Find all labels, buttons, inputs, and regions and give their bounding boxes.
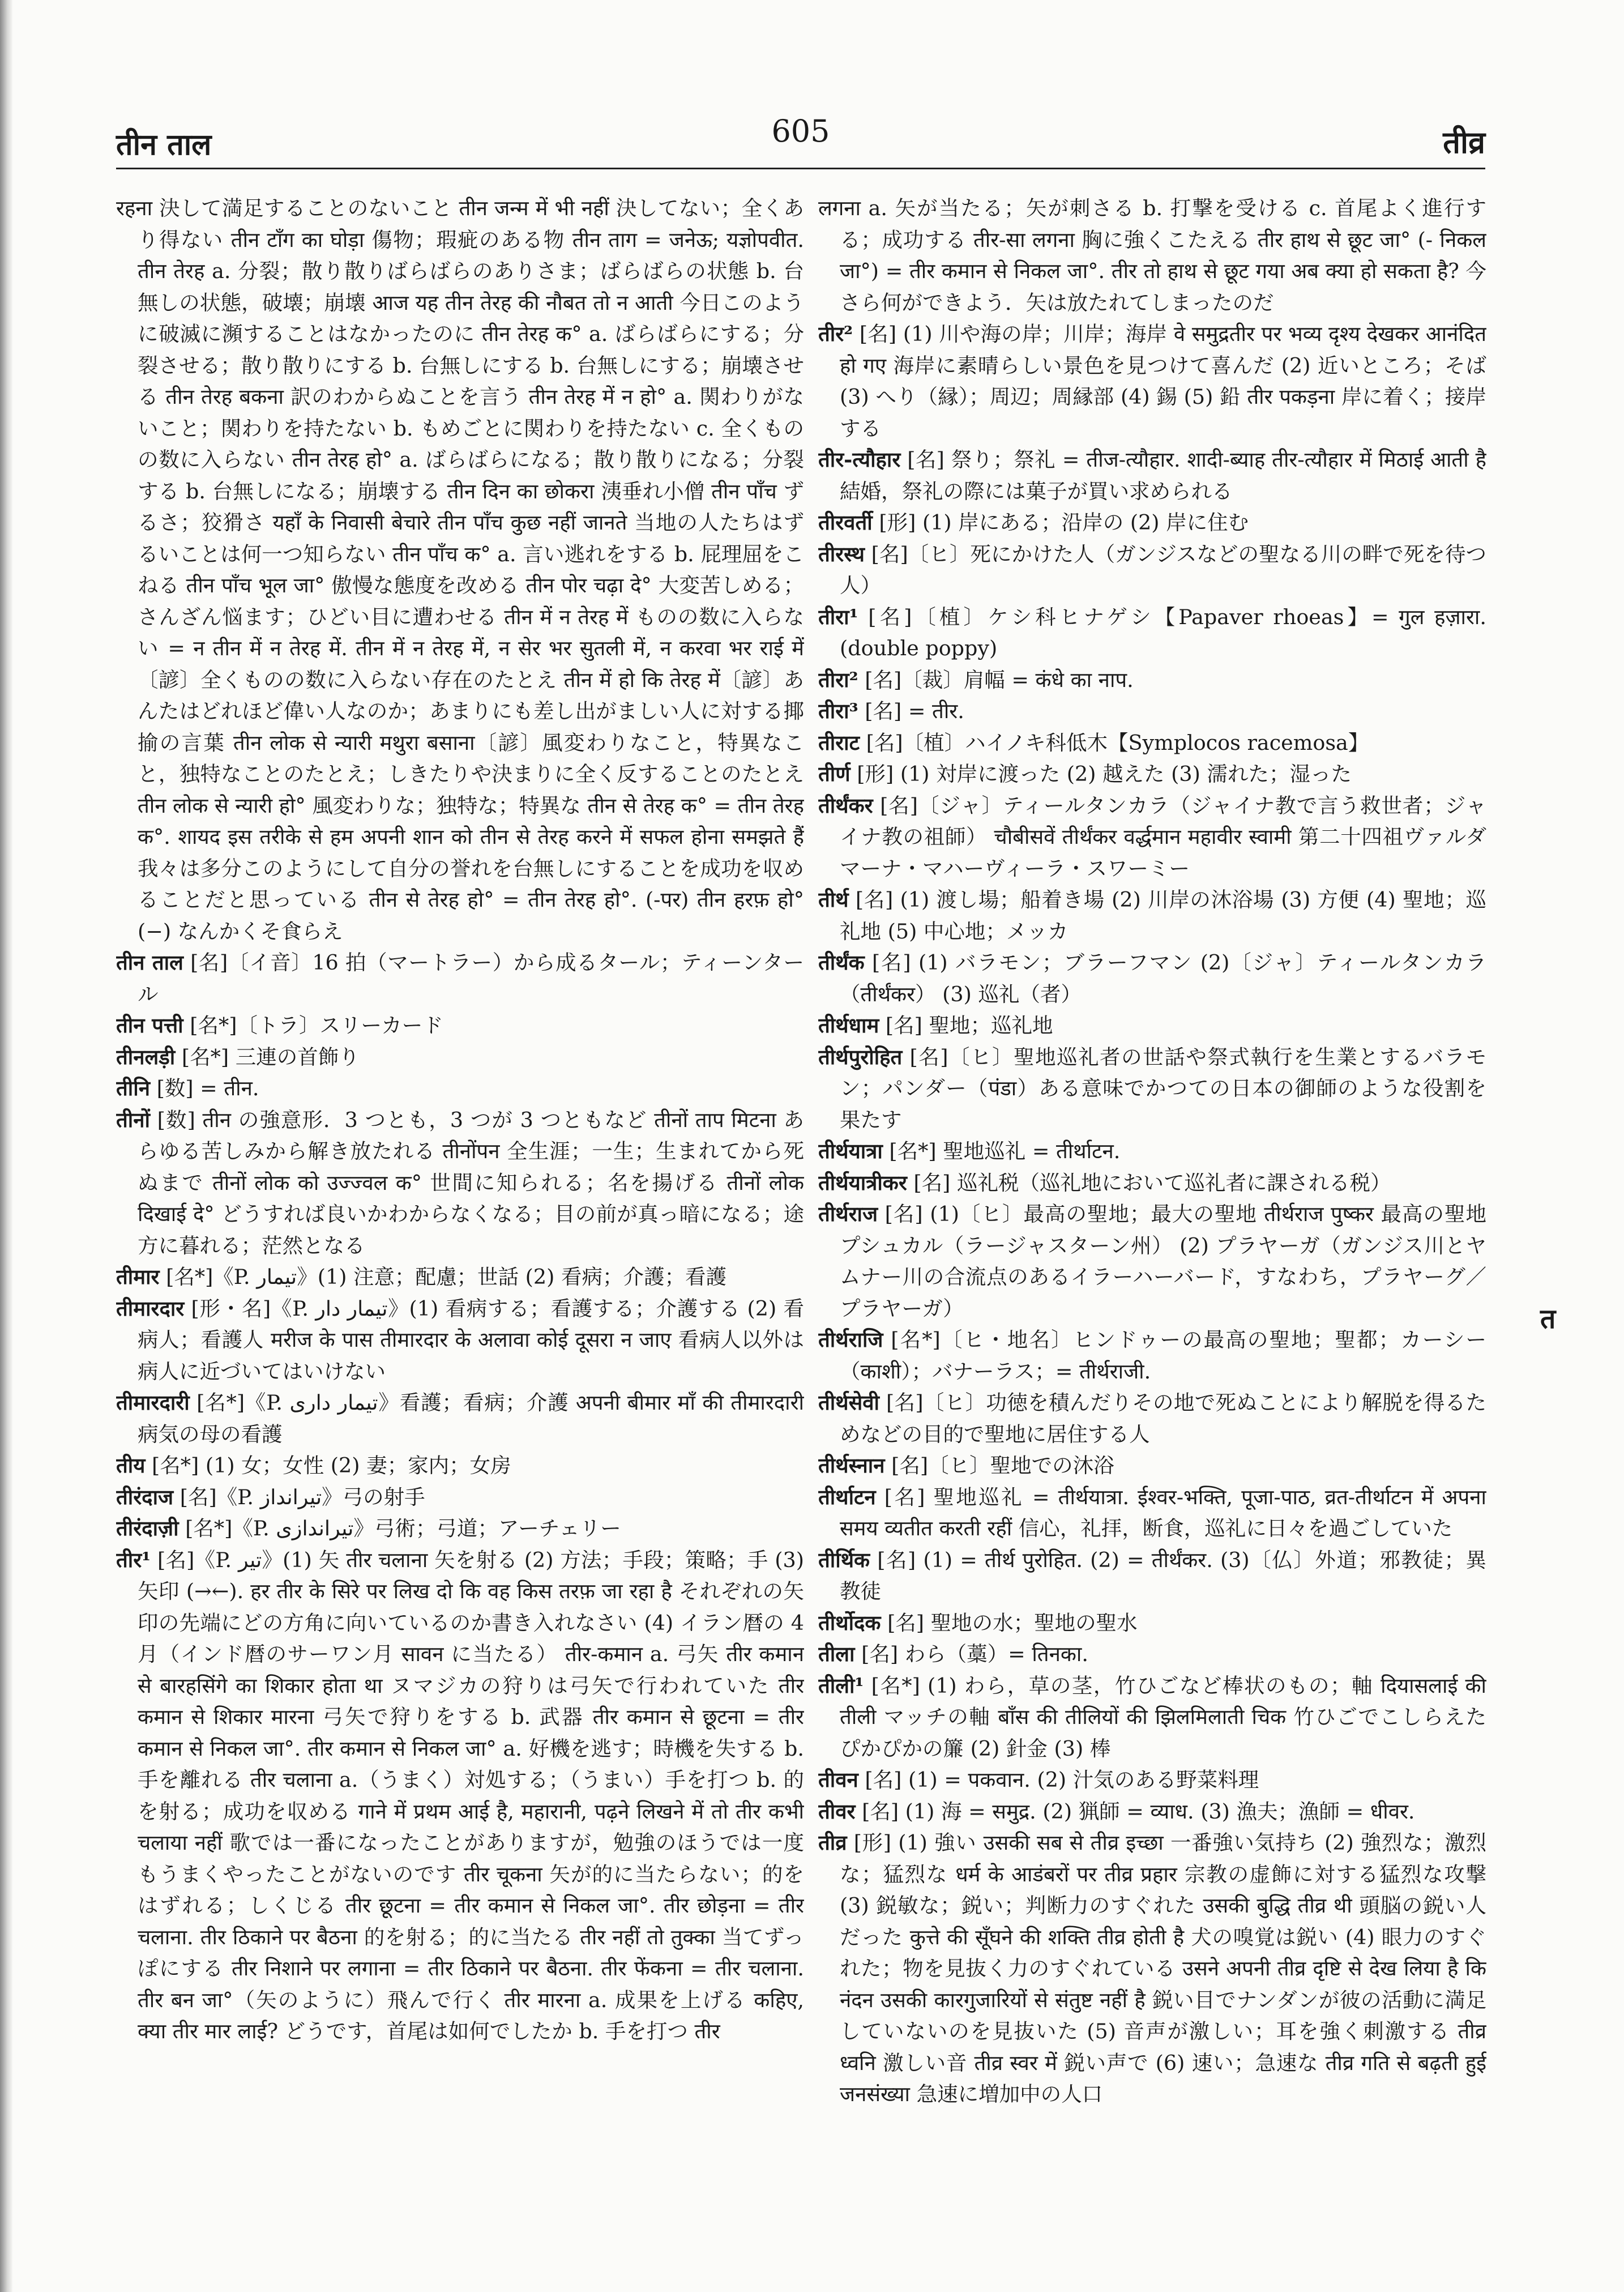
entry-definition: [形] (1) 強い उसकी सब से तीव्र इच्छा 一番強い気持ち (2) 強烈な；激烈な；猛烈な धर्म के आडंबरों पर तीव्र प्रहार 宗教の虚飾に対する猛烈な攻撃 (3) 鋭敏な；鋭い；判断力のすぐれた उसकी बुद्धि तीव्र थी 頭脳の鋭い人だった कुत्ते की सूँघने की शक्ति तीव्र होती है 犬の嗅覚は鋭い (4) 眼力のすぐれた；物を見抜く力のすぐれている उसने अपनी तीव्र दृष्टि से देख लिया है कि नंदन उसकी कारगुजारियों से संतुष्ट नहीं है 鋭い目でナンダンが彼の活動に満足していないのを見抜いた (5) 音声が激しい；耳を強く刺激する तीव्र ध्वनि 激しい音 तीव्र स्वर में 鋭い声で (6) 速い；急速な तीव्र गति से बढ़ती हुई जनसंख्या 急速に増加中の人口 [840,1830,1486,2106]
entry-headword: तीरवर्ती [818,510,873,535]
dictionary-entry [116,1544,804,2047]
entry-headword: तीर्थयात्रीकर [818,1170,907,1195]
dictionary-entry [818,1796,1486,1828]
entry-headword: तीर्थ [818,887,849,912]
entry-definition: [名] 聖地；巡礼地 [885,1013,1053,1038]
entry-headword: तीय [116,1453,146,1478]
entry-definition: [名]《P. تیر》(1) 矢 तीर चलाना 矢を射る (2) 方法；手段；策略；手 (3) 矢印 (→←). हर तीर के सिरे पर लिख दो कि वह किस तरफ़ जा रहा है それぞれの矢印の先端にどの方角に向いているのか書き入れなさい (4) イラン暦の 4 月（インド暦のサーワン月 सावन に当たる） तीर-कमान a. 弓矢 तीर कमान से बारहसिंगे का शिकार होता था ヌマジカの狩りは弓矢で行われていた तीर कमान से शिकार मारना 弓矢で狩りをする b. 武器 तीर कमान से छूटना = तीर कमान से निकल जा°. तीर कमान से निकल जा° a. 好機を逃す；時機を失する b. 手を離れる तीर चलाना a.（うまく）対処する；（うまい）手を打つ b. 的を射る；成功を収める गाने में प्रथम आई है, महारानी, पढ़ने लिखने में तो तीर कभी चलाया नहीं 歌では一番になったことがありますが，勉強のほうでは一度もうまくやったことがないのです तीर चूकना 矢が的に当たらない；的をはずれる；しくじる तीर छूटना = तीर कमान से निकल जा°. तीर छोड़ना = तीर चलाना. तीर ठिकाने पर बैठना 的を射る；的に当たる तीर नहीं तो तुक्का 当てずっぽにする तीर निशाने पर लगाना = तीर ठिकाने पर बैठना. तीर फेंकना = तीर चलाना. तीर बन जा°（矢のように）飛んで行く तीर मारना a. 成果を上げる कहिए, क्या तीर मार लाई? どうです，首尾は如何でしたか b. 手を打つ तीर [138,1547,804,2043]
dictionary-entry [116,1387,804,1450]
entry-definition: [名] (1) 渡し場；船着き場 (2) 川岸の沐浴場 (3) 方便 (4) 聖地；巡礼地 (5) 中心地；メッカ [840,887,1486,944]
entry-definition: [名] 祭り；祭礼 = तीज-त्यौहार. शादी-ब्याह तीर-त्यौहार में मिठाई आती है 結婚，祭礼の際には菓子が買い求められる [840,447,1486,503]
entry-headword: तीर्थंक [818,950,865,975]
dictionary-entry [818,444,1486,507]
dictionary-entry [818,1827,1486,2110]
entry-definition: लगना a. 矢が当たる；矢が刺さる b. 打撃を受ける c. 首尾よく進行する；成功する तीर-सा लगना 胸に強くこたえる तीर हाथ से छूट जा° (- निकल जा°) = तीर कमान से निकल जा°. तीर तो हाथ से छूट गया अब क्या हो सकता है? 今さら何ができよう．矢は放たれてしまったのだ [818,196,1486,315]
entry-definition: [名] 聖地巡礼 = तीर्थयात्रा. ईश्वर-भक्ति, पूजा-पाठ, व्रत-तीर्थाटन में अपना समय व्यतीत करती रहीं 信心，礼拝，断食，巡礼に日々を過ごしていた [840,1484,1486,1540]
entry-headword: तीनलड़ी [116,1044,176,1069]
dictionary-entry [818,539,1486,601]
entry-headword: तीर्थपुरोहित [818,1044,903,1069]
entry-definition: [名]〔植〕ケシ科ヒナゲシ【Papaver rhoeas】= गुल हज़ारा. (double poppy) [840,604,1486,660]
right-column [818,193,1486,2277]
entry-definition: [名] (1)〔ヒ〕最高の聖地；最大の聖地 तीर्थराज पुष्कर 最高の聖地プシュカル（ラージャスターン州） (2) プラヤーガ（ガンジス川とヤムナー川の合流点のあるイラーハーバード，すなわち，プラヤーグ／プラヤーガ） [840,1202,1486,1321]
dictionary-entry [818,1638,1486,1670]
entry-definition: रहना 決して満足することのないこと तीन जन्म में भी नहीं 決してない；全くあり得ない तीन टाँग का घोड़ा 傷物；瑕疵のある物 तीन ताग = जनेऊ; यज्ञोपवीत. तीन तेरह a. 分裂；散り散りばらばらのありさま；ばらばらの状態 b. 台無しの状態，破壊；崩壊 आज यह तीन तेरह की नौबत तो न आती 今日このように破滅に瀕することはなかったのに तीन तेरह क° a. ばらばらにする；分裂させる；散り散りにする b. 台無しにする b. 台無しにする；崩壊させる तीन तेरह बकना 訳のわからぬことを言う तीन तेरह में न हो° a. 関わりがないこと；関わりを持たない b. もめごとに関わりを持たない c. 全くものの数に入らない तीन तेरह हो° a. ばらばらになる；散り散りになる；分裂する b. 台無しになる；崩壊する तीन दिन का छोकरा 洟垂れ小僧 तीन पाँच ずるさ；狡猾さ यहाँ के निवासी बेचारे तीन पाँच कुछ नहीं जानते 当地の人たちはずるいことは何一つ知らない तीन पाँच क° a. 言い逃れをする b. 屁理屈をこねる तीन पाँच भूल जा° 傲慢な態度を改める तीन पोर चढ़ा दे° 大変苦しめる；さんざん悩ます；ひどい目に遭わせる तीन में न तेरह में ものの数に入らない = न तीन में न तेरह में. तीन में न तेरह में, न सेर भर सुतली में, न करवा भर राई में〔諺〕全くものの数に入らない存在のたとえ तीन में हो कि तेरह में〔諺〕あんたはどれほど偉い人なのか；あまりにも差し出がましい人に対する揶揄の言葉 तीन लोक से न्यारी मथुरा बसाना〔諺〕風変わりなこと，特異なこと，独特なことのたとえ；しきたりや決まりに全く反することのたとえ तीन लोक से न्यारी हो° 風変わりな；独特な；特異な तीन से तेरह क° = तीन तेरह क°. शायद इस तरीके से हम अपनी शान को तीन से तेरह करने में सफल होना समझते हैं 我々は多分このようにして自分の誉れを台無しにすることを成功を収めることだと思っている तीन से तेरह हो° = तीन तेरह हो°. (-पर) तीन हरफ़ हो° (−) なんかくそ食らえ [116,196,804,944]
entry-definition: [名] (1) バラモン；ブラーフマン (2)〔ジャ〕ティールタンカラ（तीर्थंकर） (3) 巡礼（者） [840,950,1486,1006]
entry-headword: तीर्थाटन [818,1484,876,1509]
entry-definition: [形] (1) 対岸に渡った (2) 越えた (3) 濡れた；湿った [857,762,1352,786]
dictionary-entry [818,1136,1486,1167]
entry-headword: तीर्थयात्रा [818,1139,883,1163]
entry-definition: [名]〔植〕ハイノキ科低木【Symplocos racemosa】 [866,730,1369,755]
entry-definition: [名] = तीर. [865,699,964,723]
entry-headword: तीनों [116,1107,150,1132]
entry-definition: [名]〔ジャ〕ティールタンカラ（ジャイナ教で言う救世者；ジャイナ教の祖師） चौबीसवें तीर्थंकर वर्द्धमान महावीर स्वामी 第二十四祖ヴァルダマーナ・マハーヴィーラ・スワーミー [840,793,1486,881]
entry-definition: [名*]〔トラ〕スリーカード [190,1013,443,1038]
entry-headword: तीला [818,1642,855,1666]
entry-headword: तीरंदाज़ी [116,1516,179,1540]
dictionary-entry [818,758,1486,790]
dictionary-entry [818,1198,1486,1324]
entry-definition: [名] わら（藁）= तिनका. [861,1642,1088,1666]
dictionary-entry [116,1010,804,1042]
dictionary-entry [818,947,1486,1010]
dictionary-entry [116,1073,804,1104]
entry-headword: तीर¹ [116,1547,151,1572]
entry-definition: [名*] (1) 女；女性 (2) 妻；家内；女房 [152,1453,511,1478]
left-column [116,193,804,2277]
right-running-headword: तीव्र [1443,124,1485,160]
dictionary-entry [818,727,1486,759]
entry-headword: तीरा³ [818,699,858,723]
entry-headword: तीर्थोदक [818,1610,881,1635]
entry-headword: तीमारदार [116,1296,185,1321]
dictionary-entry [116,1450,804,1482]
dictionary-entry [818,1764,1486,1796]
entry-headword: तीर्थंकर [818,793,873,818]
entry-definition: [名] 巡礼税（巡礼地において巡礼者に課される税） [913,1170,1391,1195]
entry-definition: [名*]《P. تیمار داری》看護；看病；介護 अपनी बीमार माँ की तीमारदारी 病気の母の看護 [138,1390,804,1446]
entry-headword: तीर्थराजि [818,1328,883,1352]
entry-definition: [名*]〔ヒ・地名〕ヒンドゥーの最高の聖地；聖都；カーシー（काशी）；バナーラス；= तीर्थराजी. [840,1328,1486,1384]
entry-headword: तीर्थधाम [818,1013,879,1038]
dictionary-entry [818,664,1486,696]
entry-headword: तीर्ण [818,762,851,786]
entry-headword: तीर्थस्नान [818,1453,885,1478]
thumb-index-letter: त [1540,1303,1556,1335]
dictionary-entry [818,1387,1486,1450]
entry-definition: [名]〔裁〕肩幅 = कंधे का नाप. [865,667,1134,692]
entry-definition: [名]《P. تیرانداز》弓の射手 [180,1484,425,1509]
entry-definition: [名]〔ヒ〕死にかけた人（ガンジスなどの聖なる川の畔で死を待つ人） [840,541,1486,597]
entry-definition: [名] (1) 川や海の岸；川岸；海岸 वे समुद्रतीर पर भव्य दृश्य देखकर आनंदित हो गए 海岸に素晴らしい景色を見つけて喜んだ (2) 近いところ；そば (3) へり（縁）；周辺；周縁部 (4) 錫 (5) 鉛 तीर पकड़ना 岸に着く；接岸する [840,322,1486,441]
entry-headword: तीराट [818,730,860,755]
dictionary-entry [818,1544,1486,1607]
dictionary-entry [116,193,804,947]
entry-headword: तीमार [116,1265,160,1289]
entry-headword: तीनि [116,1076,150,1100]
dictionary-entry [818,1670,1486,1765]
entry-definition: [名]〔ヒ〕聖地での沐浴 [891,1453,1114,1478]
dictionary-entry [818,507,1486,539]
dictionary-entry [116,1104,804,1262]
entry-definition: [名*] 聖地巡礼 = तीर्थाटन. [889,1139,1121,1163]
dictionary-entry [818,1607,1486,1639]
dictionary-entry [818,790,1486,885]
entry-headword: तीव्र [818,1830,847,1855]
page-number: 605 [771,113,830,149]
dictionary-entry [116,1293,804,1388]
entry-definition: [名*] 三連の首飾り [181,1044,360,1069]
dictionary-entry [818,1042,1486,1136]
entry-definition: [名*] (1) わら，草の茎，竹ひごなど棒状のもの；軸 दियासलाई की तीली マッチの軸 बाँस की तीलियों की झिलमिलाती चिक 竹ひごでこしらえたぴかぴかの簾 (2) 針金 (3) 棒 [840,1673,1486,1761]
dictionary-entry [818,884,1486,947]
dictionary-entry [116,947,804,1010]
dictionary-entry [116,1513,804,1544]
entry-definition: [名] (1) = तीर्थ पुरोहित. (2) = तीर्थंकर. (3)〔仏〕外道；邪教徒；異教徒 [840,1547,1486,1603]
entry-definition: [形・名]《P. تیمار دار》(1) 看病する；看護する；介護する (2) 看病人；看護人 मरीज के पास तीमारदार के अलावा कोई दूसरा न जाए 看病人以外は病人に近づいてはいけない [138,1296,804,1384]
entry-headword: तीर² [818,322,853,346]
entry-definition: [数] = तीन. [156,1076,259,1100]
dictionary-entry [818,1010,1486,1042]
dictionary-entry [818,318,1486,444]
entry-headword: तीन ताल [116,950,183,975]
entry-headword: तीरा¹ [818,604,858,629]
entry-headword: तीन पत्ती [116,1013,183,1038]
entry-headword: तीर्थिक [818,1547,870,1572]
dictionary-entry [818,193,1486,318]
dictionary-entry [116,1482,804,1513]
entry-definition: [名] (1) 海 = समुद्र. (2) 猟師 = व्याध. (3) 漁夫；漁師 = धीवर. [862,1799,1415,1824]
dictionary-entry [818,695,1486,727]
entry-headword: तीरस्थ [818,541,865,566]
entry-headword: तीवन [818,1768,858,1792]
entry-headword: तीमारदारी [116,1390,190,1415]
entry-headword: तीरंदाज [116,1484,174,1509]
entry-headword: तीरा² [818,667,858,692]
entry-headword: तीली¹ [818,1673,864,1698]
dictionary-entry [818,1450,1486,1482]
header-rule [116,168,1485,169]
dictionary-entry [818,1482,1486,1544]
dictionary-entry [116,1042,804,1073]
entry-definition: [数] तीन の強意形．3 つとも，3 つが 3 つともなど तीनों ताप मिटना あらゆる苦しみから解き放たれる तीनोंपन 全生涯；一生；生まれてから死ぬまで तीनों लोक को उज्ज्वल क° 世間に知られる；名を揚げる तीनों लोक दिखाई दे° どうすれば良いかわからなくなる；目の前が真っ暗になる；途方に暮れる；茫然となる [138,1107,804,1258]
dictionary-entry [818,601,1486,664]
entry-definition: [名] 聖地の水；聖地の聖水 [887,1610,1138,1635]
scan-edge-shadow [0,0,12,2292]
dictionary-entry [116,1261,804,1293]
entry-definition: [名*]《P. تیمار》(1) 注意；配慮；世話 (2) 看病；介護；看護 [166,1265,726,1289]
entry-headword: तीवर [818,1799,856,1824]
dictionary-entry [818,1167,1486,1199]
entry-headword: तीर्थराज [818,1202,878,1226]
entry-definition: [名]〔ヒ〕聖地巡礼者の世話や祭式執行を生業とするバラモン；パンダー（पंडा）ある意味でかつての日本の御師のような役割を果たす [840,1044,1486,1132]
entry-definition: [形] (1) 岸にある；沿岸の (2) 岸に住む [879,510,1249,535]
dictionary-entry [818,1324,1486,1387]
entry-headword: तीर्थसेवी [818,1390,880,1415]
entry-definition: [名*]《P. تیراندازی》弓術；弓道；アーチェリー [185,1516,621,1540]
page-header [116,113,1485,164]
left-running-headword: तीन ताल [116,127,212,162]
entry-definition: [名] (1) = पकवान. (2) 汁気のある野菜料理 [865,1768,1259,1792]
entry-headword: तीर-त्यौहार [818,447,901,472]
entry-definition: [名]〔イ音〕16 拍（マートラー）から成るタール；ティーンタール [138,950,804,1006]
entry-definition: [名]〔ヒ〕功徳を積んだりその地で死ぬことにより解脱を得るためなどの目的で聖地に居住する人 [840,1390,1486,1446]
